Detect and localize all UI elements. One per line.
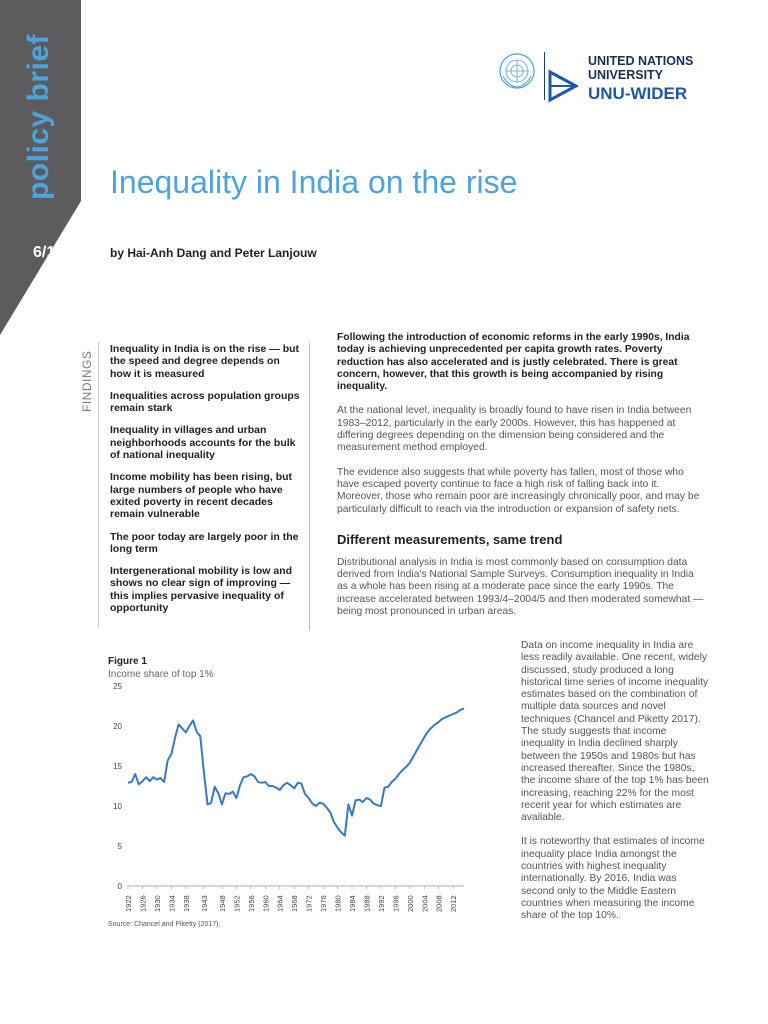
x-tick-label: 1968 <box>290 895 300 912</box>
unu-wider-logo <box>498 46 718 108</box>
x-tick-label: 1934 <box>167 895 177 912</box>
findings-list <box>110 343 300 624</box>
finding-item: Inequality in villages and urban neighborhoods accounts for the bulk of national inequality <box>110 424 296 462</box>
x-tick-label: 1922 <box>124 895 133 912</box>
body-paragraph: At the national level, inequality is broadly found to have risen in India between 1983–2012, particularly in the early 2000s. However, this has happened at differing degrees depending on the dimension being considered and the measurement method employed. <box>337 405 692 454</box>
finding-item: The poor today are largely poor in the long term <box>110 530 299 555</box>
x-tick-label: 2000 <box>405 895 415 912</box>
side-column <box>521 640 711 935</box>
findings-rule <box>98 342 99 628</box>
figure-label: Figure 1 <box>108 656 147 667</box>
x-tick-label: 1988 <box>362 895 372 912</box>
x-tick-label: 1976 <box>319 895 329 912</box>
x-tick-label: 1938 <box>181 895 191 912</box>
finding-item: Intergenerational mobility is low and shows no clear sign of improving — this implies pervasive inequality of opportunity <box>110 565 293 615</box>
figure-1 <box>108 656 478 936</box>
chart-title: Income share of top 1% <box>108 669 214 680</box>
logo-unu-wider: UNU-WIDER <box>588 84 688 103</box>
findings-label: FINDINGS <box>80 350 94 412</box>
body-column <box>337 332 707 630</box>
y-tick-label: 10 <box>113 802 122 811</box>
x-tick-label: 1926 <box>138 895 148 912</box>
y-tick-label: 0 <box>117 882 122 891</box>
authors-line: by Hai-Anh Dang and Peter Lanjouw <box>110 246 317 260</box>
logo-divider <box>544 52 545 100</box>
issue-number: 6/18 <box>33 244 65 261</box>
series-line-top-1-share <box>128 708 464 835</box>
body-paragraph: Distributional analysis in India is most commonly based on consumption data derived from India's National Sample Surveys. Consumption inequality in India as a whole has been rising at a moderate pace since the early 1990s. The increase accelerated between 1993/4–2004/5 and then moderated somewhat — being most pronounced in urban areas. <box>337 556 704 618</box>
series-label: policy brief <box>22 33 55 200</box>
finding-item: Income mobility has been rising, but large numbers of people who have exited poverty in recent decades remain vulnerable <box>110 471 293 521</box>
x-tick-label: 1996 <box>391 895 401 912</box>
un-emblem-icon <box>498 52 536 90</box>
logo-line-united-nations: UNITED NATIONS <box>588 54 694 68</box>
x-tick-label: 1964 <box>275 895 285 912</box>
body-paragraph: Data on income inequality in India are less readily available. One recent, widely discussed, study produced a long historical time series of income inequality estimates based on the combination of multiple data sources and novel techniques (Chancel and Piketty 2017). The study suggests that income inequality in India declined sharply between the 1950s and 1980s but has increased thereafter. Since the 1980s, the income share of the top 1% has been increasing, reaching 22% for the most recent year for which estimates are available. <box>521 640 709 824</box>
x-tick-label: 1972 <box>304 895 314 912</box>
intro-paragraph: Following the introduction of economic reforms in the early 1990s, India today is achieving unprecedented per capita growth rates. Poverty reduction has also accelerated and is justly celebrated. There is great concern, however, that this growth is being accompanied by rising inequality. <box>337 332 690 393</box>
body-paragraph: It is noteworthy that estimates of income inequality place India amongst the countries with highest inequality internationally. By 2016, India was second only to the Middle Eastern countries when measuring the income share of the top 10%. <box>521 836 705 922</box>
x-tick-label: 2008 <box>434 895 444 912</box>
y-tick-label: 20 <box>113 722 122 731</box>
x-tick-label: 2004 <box>420 895 430 912</box>
x-tick-label: 1960 <box>261 895 271 912</box>
y-tick-label: 15 <box>113 762 122 771</box>
x-tick-label: 1952 <box>232 895 242 912</box>
x-tick-label: 1943 <box>199 895 209 912</box>
section-heading: Different measurements, same trend <box>337 531 563 547</box>
page-title: Inequality in India on the rise <box>110 164 518 200</box>
x-tick-label: 1984 <box>348 895 357 912</box>
x-tick-label: 1992 <box>376 895 386 912</box>
x-tick-label: 1930 <box>152 895 162 912</box>
x-tick-label: 1948 <box>217 895 227 912</box>
logo-line-university: UNIVERSITY <box>588 68 664 82</box>
x-tick-label: 1956 <box>246 895 256 912</box>
body-paragraph: The evidence also suggests that while poverty has fallen, most of those who have escaped poverty continue to face a high risk of falling back into it. Moreover, those who remain poor are increasingly chronically poor, and may be particularly difficult to reach via the introduction or expansion of safety nets. <box>337 466 700 515</box>
figure-source: Source: Chancel and Piketty (2017). <box>108 921 221 928</box>
x-tick-label: 1980 <box>333 895 343 912</box>
y-tick-label: 25 <box>113 682 122 691</box>
column-rule <box>309 343 310 630</box>
income-share-chart <box>108 682 478 922</box>
finding-item: Inequalities across population groups remain stark <box>110 389 300 415</box>
x-tick-label: 2012 <box>449 895 459 912</box>
y-tick-label: 5 <box>117 842 122 851</box>
wider-mark-icon <box>548 68 578 104</box>
finding-item: Inequality in India is on the rise — but the speed and degree depends on how it is measured <box>110 343 300 380</box>
